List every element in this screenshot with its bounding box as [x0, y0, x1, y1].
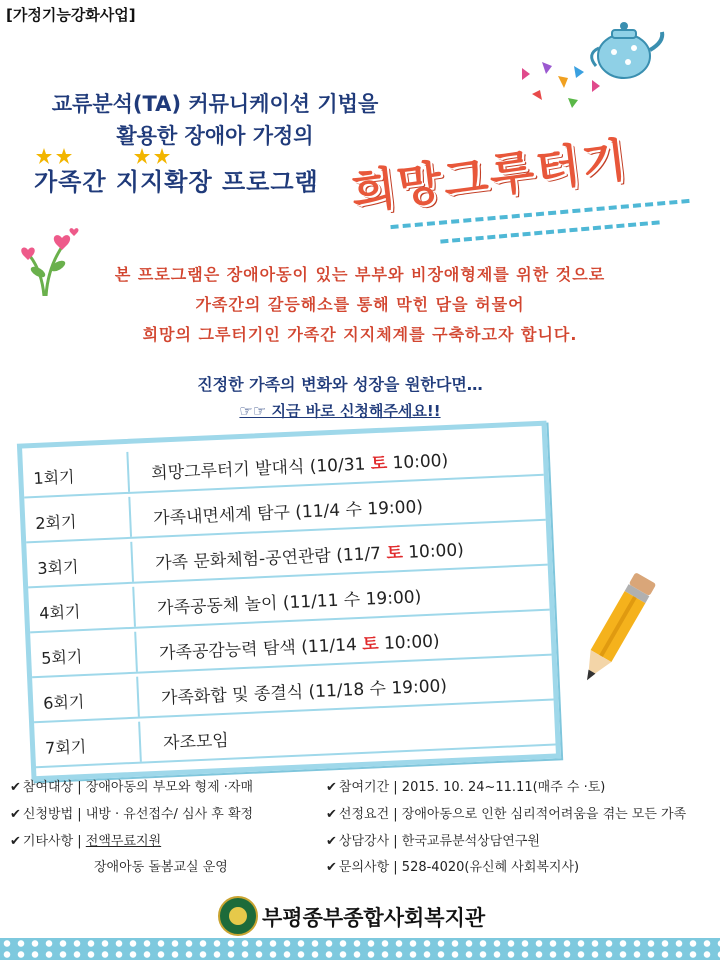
session-number: 7회기 [44, 736, 87, 758]
session-date: (11/14 [300, 635, 358, 658]
check-icon: ✔ [10, 807, 21, 822]
session-day: 토 [385, 542, 404, 564]
info-label: 상담강사 [338, 834, 390, 849]
session-title: 자조모임 [162, 730, 230, 754]
session-number: 1회기 [33, 467, 75, 489]
hearts-icon [512, 58, 612, 118]
session-event [153, 492, 424, 529]
session-time: 10:00) [407, 540, 465, 563]
session-day: 수 [369, 678, 387, 700]
info-label: 기타사항 [22, 834, 74, 849]
session-day: 토 [370, 453, 388, 475]
session-day: 수 [345, 499, 363, 521]
intro-line-2: 가족간의 갈등해소를 통해 막힌 담을 허물어 [195, 295, 525, 314]
check-icon: ✔ [10, 834, 21, 849]
session-number: 5회기 [40, 647, 83, 668]
decorative-dash-line [440, 220, 660, 243]
info-label: 문의사항 [338, 860, 390, 875]
session-number: 2회기 [34, 512, 77, 533]
session-number: 6회기 [42, 692, 85, 713]
session-event [162, 726, 229, 754]
info-value: 장애아동의 부모와 형제 ·자매 [85, 780, 254, 795]
session-divider [138, 722, 142, 762]
session-time: 10:00) [392, 450, 449, 474]
session-title: 가족내면세계 탐구 [152, 502, 291, 529]
info-value: 2015. 10. 24~11.11(매주 수 ·토) [401, 780, 606, 795]
info-apply-method: ✔ 신청방법 | 내방 · 유선접수/ 심사 후 확정 [10, 807, 254, 822]
session-divider [134, 632, 138, 672]
info-label: 신청방법 [22, 807, 74, 822]
info-instructor: ✔ 상담강사 | 한국교류분석상담연구원 [326, 834, 540, 849]
info-value: 한국교류분석상담연구원 [401, 834, 540, 849]
session-title: 가족공감능력 탐색 [158, 637, 297, 664]
session-date: (11/7 [335, 543, 382, 566]
info-value: 528-4020(유신혜 사회복지사) [401, 860, 580, 875]
session-divider [136, 677, 140, 717]
session-number: 3회기 [36, 557, 79, 578]
check-icon: ✔ [326, 834, 337, 849]
session-event [157, 582, 422, 619]
check-icon: ✔ [326, 860, 337, 875]
info-participants: ✔ 참여대상 | 장애아동의 부모와 형제 ·자매 [10, 780, 254, 795]
session-divider [132, 587, 136, 627]
session-title: 가족화합 및 종결식 [160, 682, 304, 709]
session-title: 가족공동체 놀이 [156, 593, 278, 619]
check-icon: ✔ [10, 780, 21, 795]
info-label: 선정요건 [338, 807, 390, 822]
session-divider [130, 542, 134, 582]
session-divider [126, 452, 130, 492]
session-time: 19:00) [366, 497, 424, 520]
program-category-tag: [가정기능강화사업] [6, 6, 136, 24]
org-logo-icon [218, 896, 258, 936]
session-event [151, 446, 449, 484]
info-contact: ✔ 문의사항 | 528-4020(유신혜 사회복지사) [326, 860, 580, 875]
intro-line-1: 본 프로그램은 장애아동이 있는 부부와 비장애형제를 위한 것으로 [114, 265, 606, 284]
session-time: 10:00) [383, 631, 441, 654]
session-date: (11/18 [308, 679, 365, 703]
schedule-board [17, 421, 561, 782]
check-icon: ✔ [326, 807, 337, 822]
session-date: (11/4 [294, 500, 341, 523]
session-title: 가족 문화체험-공연관람 [154, 546, 332, 574]
intro-line-3: 희망의 그루터기인 가족간 지지체계를 구축하고자 합니다. [142, 325, 578, 344]
info-other: ✔ 기타사항 | 전액무료지원 [10, 834, 162, 849]
session-divider [128, 497, 132, 537]
title-line-1: 교류분석(TA) 커뮤니케이션 기법을 [51, 92, 379, 116]
info-label: 참여기간 [338, 780, 390, 795]
info-period: ✔ 참여기간 | 2015. 10. 24~11.11(매주 수 ·토) [326, 780, 606, 795]
session-date: (10/31 [309, 454, 366, 477]
info-other-extra: 장애아동 돌봄교실 운영 [94, 860, 228, 875]
session-time: 19:00) [365, 587, 422, 610]
title-line-2: 활용한 장애아 가정의 [116, 124, 314, 148]
info-value: 장애아동으로 인한 심리적어려움을 겪는 모든 가족 [401, 807, 687, 822]
check-icon: ✔ [326, 780, 337, 795]
session-event [159, 626, 441, 663]
session-date: (11/11 [282, 590, 339, 614]
info-selection: ✔ 선정요건 | 장애아동으로 인한 심리적어려움을 겪는 모든 가족 [326, 807, 687, 822]
flower-icon [16, 226, 86, 296]
session-day: 토 [361, 634, 380, 655]
info-value: 내방 · 유선접수/ 심사 후 확정 [85, 807, 254, 822]
session-title: 희망그루터기 발대식 [150, 457, 305, 484]
program-brand-title: 희망그루터기 [348, 132, 632, 220]
session-event [160, 671, 447, 708]
session-time: 19:00) [390, 676, 448, 699]
title-line-3: 가족간 지지확장 프로그램 [34, 168, 319, 196]
session-event [155, 535, 465, 573]
dotted-bottom-border [0, 938, 720, 960]
session-day: 수 [343, 589, 361, 611]
info-value: 전액무료지원 [85, 834, 162, 849]
cta-line-1: 진정한 가족의 변화와 성장을 원한다면… [197, 375, 483, 394]
session-number: 4회기 [38, 602, 81, 623]
info-label: 참여대상 [22, 780, 74, 795]
pencil-icon [569, 568, 664, 692]
organization-name: 부평종부종합사회복지관 [262, 906, 486, 930]
cta-apply-now: ☞☞ 지금 바로 신청해주세요!! [239, 402, 441, 420]
